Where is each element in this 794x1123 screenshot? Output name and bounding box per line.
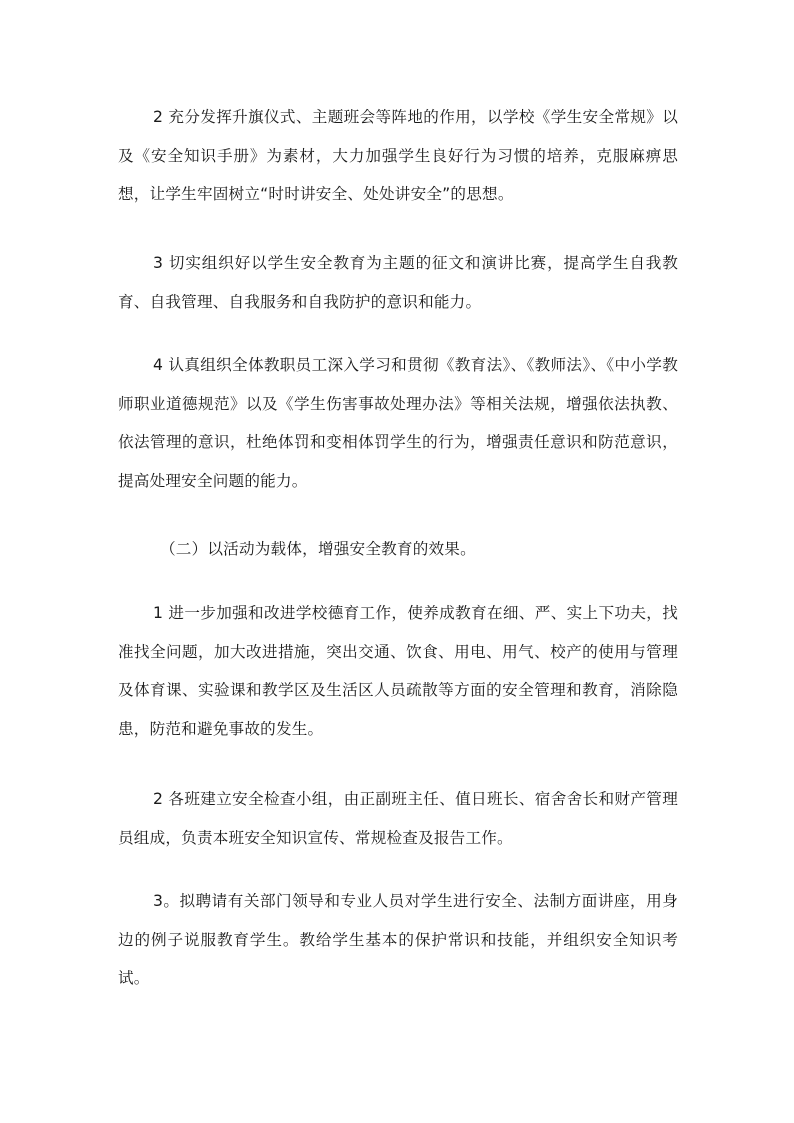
paragraph-1-moral-education: 1 进一步加强和改进学校德育工作，使养成教育在细、严、实上下功夫，找准找全问题，加大改进措施，突出交通、饮食、用电、用气、校产的使用与管理及体育课、实验课和教学区及生活区人员疏散等方面的安全管理和教育，消除隐患，防范和避免事故的发生。	[118, 604, 678, 738]
paragraph-2-safety-inspection-group: 2 各班建立安全检查小组，由正副班主任、值日班长、宿舍舍长和财产管理员组成，负责本班安全知识宣传、常规检查及报告工作。	[118, 790, 678, 847]
section-heading-activities: （二）以活动为载体，增强安全教育的效果。	[160, 540, 476, 558]
paragraph-3-lectures: 3。拟聘请有关部门领导和专业人员对学生进行安全、法制方面讲座，用身边的例子说服教育学生。教给学生基本的保护常识和技能，并组织安全知识考试。	[118, 892, 678, 987]
paragraph-4-staff-law-study: 4 认真组织全体教职员工深入学习和贯彻《教育法》、《教师法》、《中小学教师职业道德规范》以及《学生伤害事故处理办法》等相关法规，增强依法执教、依法管理的意识，杜绝体罚和变相体罚学生的行为，增强责任意识和防范意识，提高处理安全问题的能力。	[118, 356, 678, 490]
paragraph-3-essay-contest: 3 切实组织好以学生安全教育为主题的征文和演讲比赛，提高学生自我教育、自我管理、自我服务和自我防护的意识和能力。	[118, 254, 678, 311]
paragraph-2-flag-ceremony: 2 充分发挥升旗仪式、主题班会等阵地的作用，以学校《学生安全常规》以及《安全知识手册》为素材，大力加强学生良好行为习惯的培养，克服麻痹思想，让学生牢固树立“时时讲安全、处处讲安全”的思想。	[118, 108, 678, 203]
